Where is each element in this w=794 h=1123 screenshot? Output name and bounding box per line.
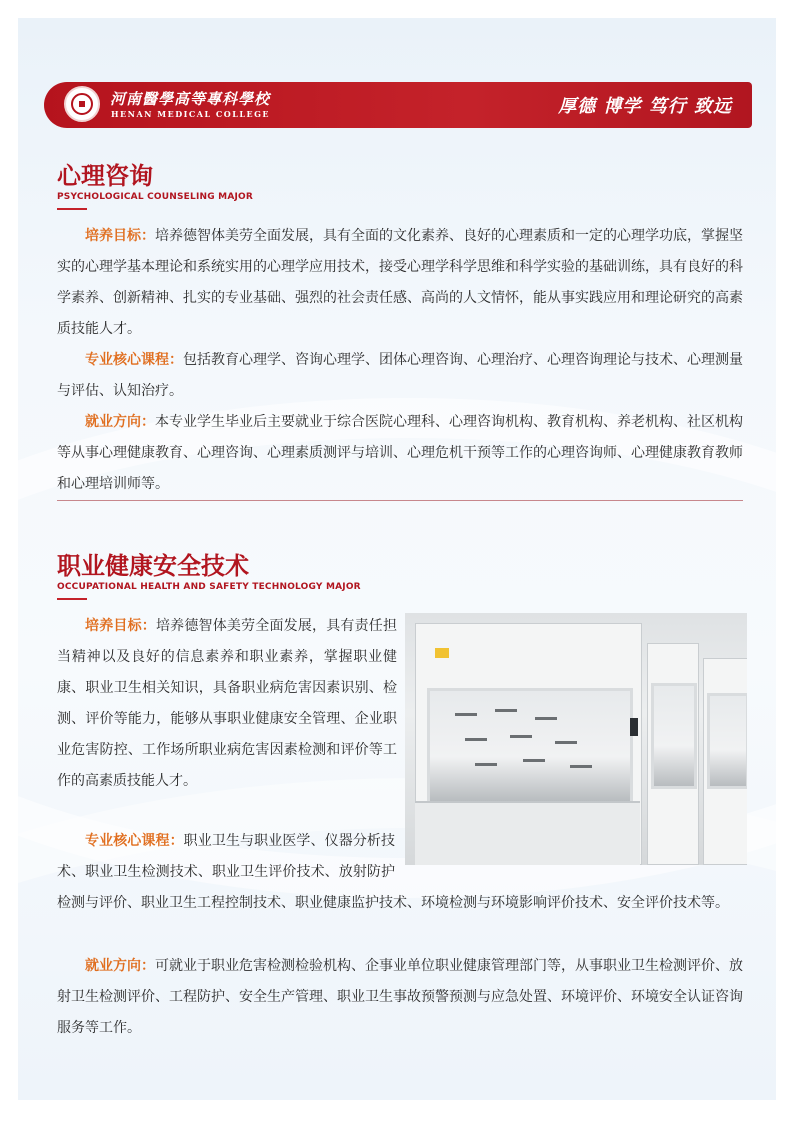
school-motto: 厚德 博学 笃行 致远 [558,96,732,117]
section-title-occupational-health: 职业健康安全技术 [57,552,249,580]
paragraph-text: 培养德智体美劳全面发展，具有全面的文化素养、良好的心理素质和一定的心理学功底，掌握坚实的心理学基本理论和系统实用的心理学应用技术，接受心理学科学思维和科学实验的基础训练，具有良好的科学素养、创新精神、扎实的专业基础、强烈的社会责任感、高尚的人文情怀，能从事实践应用和理论研究的高素质技能人才。 [57,228,743,337]
school-name-cn: 河南醫學高等專科學校 [110,90,271,108]
paragraph-label: 培养目标： [85,228,155,244]
section-subtitle-occupational-health: OCCUPATIONAL HEALTH AND SAFETY TECHNOLOGY MAJOR [57,582,361,592]
paragraph-training-goal [57,221,743,345]
section-underline [57,598,87,600]
school-name-en: HENAN MEDICAL COLLEGE [111,109,271,119]
paragraph-label: 专业核心课程： [85,352,183,368]
paragraph-career-direction [57,407,743,500]
paragraph-text: 职业卫生与职业医学、仪器分析技术、职业卫生检测技术、职业卫生评价技术、放射防护检测与评价、职业卫生工程控制技术、职业健康监护技术、环境检测与环境影响评价技术、安全评价技术等。 [57,833,729,911]
paragraph-label: 培养目标： [85,618,156,634]
section-title-psychology: 心理咨询 [57,162,153,190]
paragraph-core-courses [57,826,743,919]
paragraph-training-goal [57,611,397,797]
paragraph-label: 就业方向： [85,414,155,430]
section-divider [57,500,743,501]
paragraph-text: 本专业学生毕业后主要就业于综合医院心理科、心理咨询机构、教育机构、养老机构、社区机构等从事心理健康教育、心理咨询、心理素质测评与培训、心理危机干预等工作的心理咨询师、心理健康教育教师和心理培训师等。 [57,414,743,492]
paragraph-label: 专业核心课程： [85,833,184,849]
paragraph-text: 可就业于职业危害检测检验机构、企事业单位职业健康管理部门等，从事职业卫生检测评价、放射卫生检测评价、工程防护、安全生产管理、职业卫生事故预警预测与应急处置、环境评价、环境安全认证咨询服务等工作。 [57,958,743,1036]
paragraph-label: 就业方向： [85,958,155,974]
section-subtitle-psychology: PSYCHOLOGICAL COUNSELING MAJOR [57,192,254,202]
college-seal-icon [64,86,100,122]
header-banner [44,82,752,128]
paragraph-core-courses [57,345,743,407]
section-underline [57,208,87,210]
paragraph-text: 包括教育心理学、咨询心理学、团体心理咨询、心理治疗、心理咨询理论与技术、心理测量与评估、认知治疗。 [57,352,743,399]
paragraph-career-direction [57,951,743,1044]
paragraph-text: 培养德智体美劳全面发展，具有责任担当精神以及良好的信息素养和职业素养，掌握职业健康、职业卫生相关知识，具备职业病危害因素识别、检测、评价等能力，能够从事职业健康安全管理、企业职业危害防控、工作场所职业病危害因素检测和评价等工作的高素质技能人才。 [57,618,397,789]
